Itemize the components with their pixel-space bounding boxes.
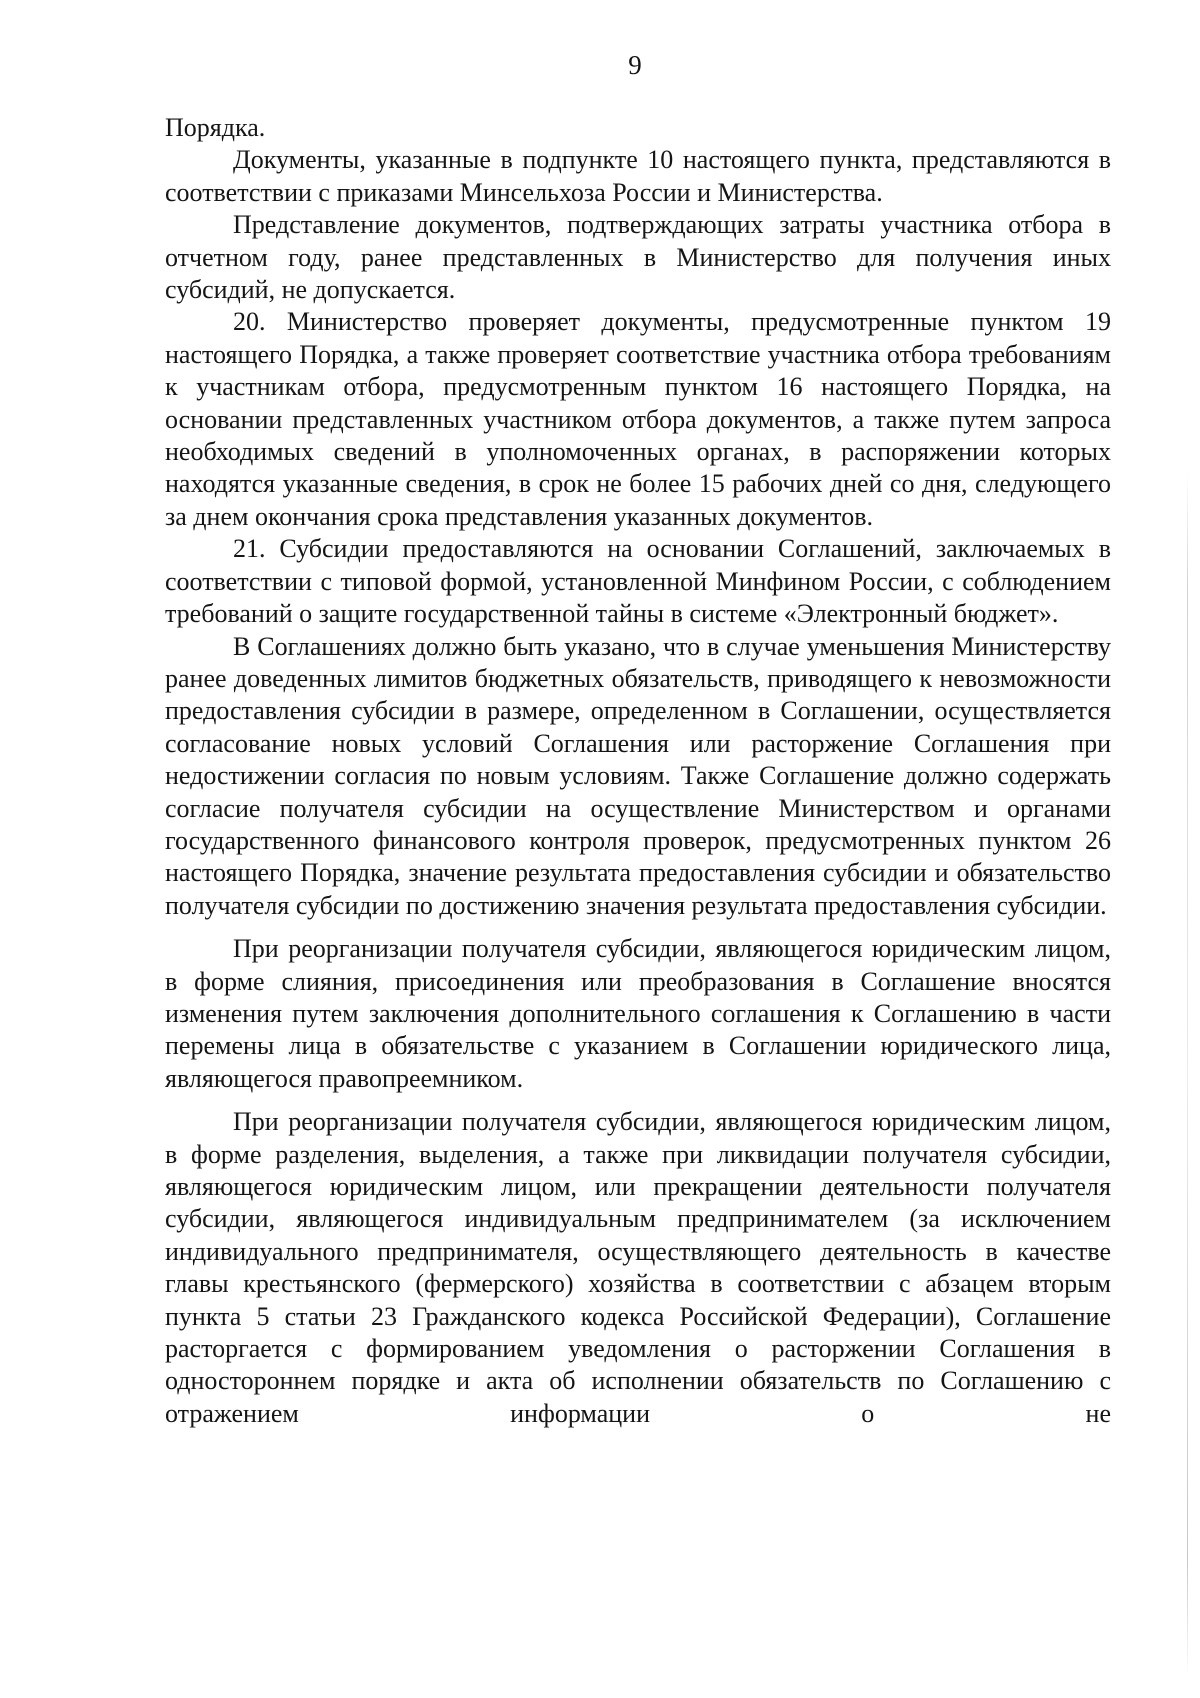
page-number: 9 <box>628 50 642 80</box>
paragraph-item-21: 21. Субсидии предоставляются на основании Соглашений, заключаемых в соответствии с типовой формой, установленной Минфином России, с соблюдением требований о защите государственной тайны в системе «Электронный бюджет». <box>165 534 1111 629</box>
paragraph-documents-orders: Документы, указанные в подпункте 10 настоящего пункта, представляются в соответствии с приказами Минсельхоза России и Министерства. <box>165 145 1111 207</box>
paragraph-reorganization-merger: При реорганизации получателя субсидии, являющегося юридическим лицом, в форме слияния, присоединения или преобразования в Соглашение вносятся изменения путем заключения дополнительного соглашения к Соглашению в части перемены лица в обязательстве с указанием в Соглашении юридического лица, являющегося правопреемником. <box>165 934 1111 1093</box>
document-body <box>165 112 1111 1430</box>
paragraph-continuation: Порядка. <box>165 113 266 142</box>
scan-edge-line <box>1187 470 1188 1680</box>
paragraph-reorganization-division: При реорганизации получателя субсидии, являющегося юридическим лицом, в форме разделения, выделения, а также при ликвидации получателя субсидии, являющегося юридическим лицом, или прекращении деятельности получателя субсидии, являющегося индивидуальным предпринимателем (за исключением индивидуального предпринимателя, осуществляющего деятельность в качестве главы крестьянского (фермерского) хозяйства в соответствии с абзацем вторым пункта 5 статьи 23 Гражданского кодекса Российской Федерации), Соглашение расторгается с формированием уведомления о расторжении Соглашения в одностороннем порядке и акта об исполнении обязательств по Соглашению с отражением информации о не <box>165 1107 1111 1428</box>
paragraph-item-20: 20. Министерство проверяет документы, предусмотренные пунктом 19 настоящего Порядка, а также проверяет соответствие участника отбора требованиям к участникам отбора, предусмотренным пунктом 16 настоящего Порядка, на основании представленных участником отбора документов, а также путем запроса необходимых сведений в уполномоченных органах, в распоряжении которых находятся указанные сведения, в срок не более 15 рабочих дней со дня, следующего за днем окончания срока представления указанных документов. <box>165 307 1111 531</box>
paragraph-agreement-terms: В Соглашениях должно быть указано, что в случае уменьшения Министерству ранее доведенных лимитов бюджетных обязательств, приводящего к невозможности предоставления субсидии в размере, определенном в Соглашении, осуществляется согласование новых условий Соглашения или расторжение Соглашения при недостижении согласия по новым условиям. Также Соглашение должно содержать согласие получателя субсидии на осуществление Министерством и органами государственного финансового контроля проверок, предусмотренных пунктом 26 настоящего Порядка, значение результата предоставления субсидии и обязательство получателя субсидии по достижению значения результата предоставления субсидии. <box>165 631 1111 920</box>
paragraph-no-duplicate-documents: Представление документов, подтверждающих затраты участника отбора в отчетном году, ранее представленных в Министерство для получения иных субсидий, не допускается. <box>165 210 1111 305</box>
